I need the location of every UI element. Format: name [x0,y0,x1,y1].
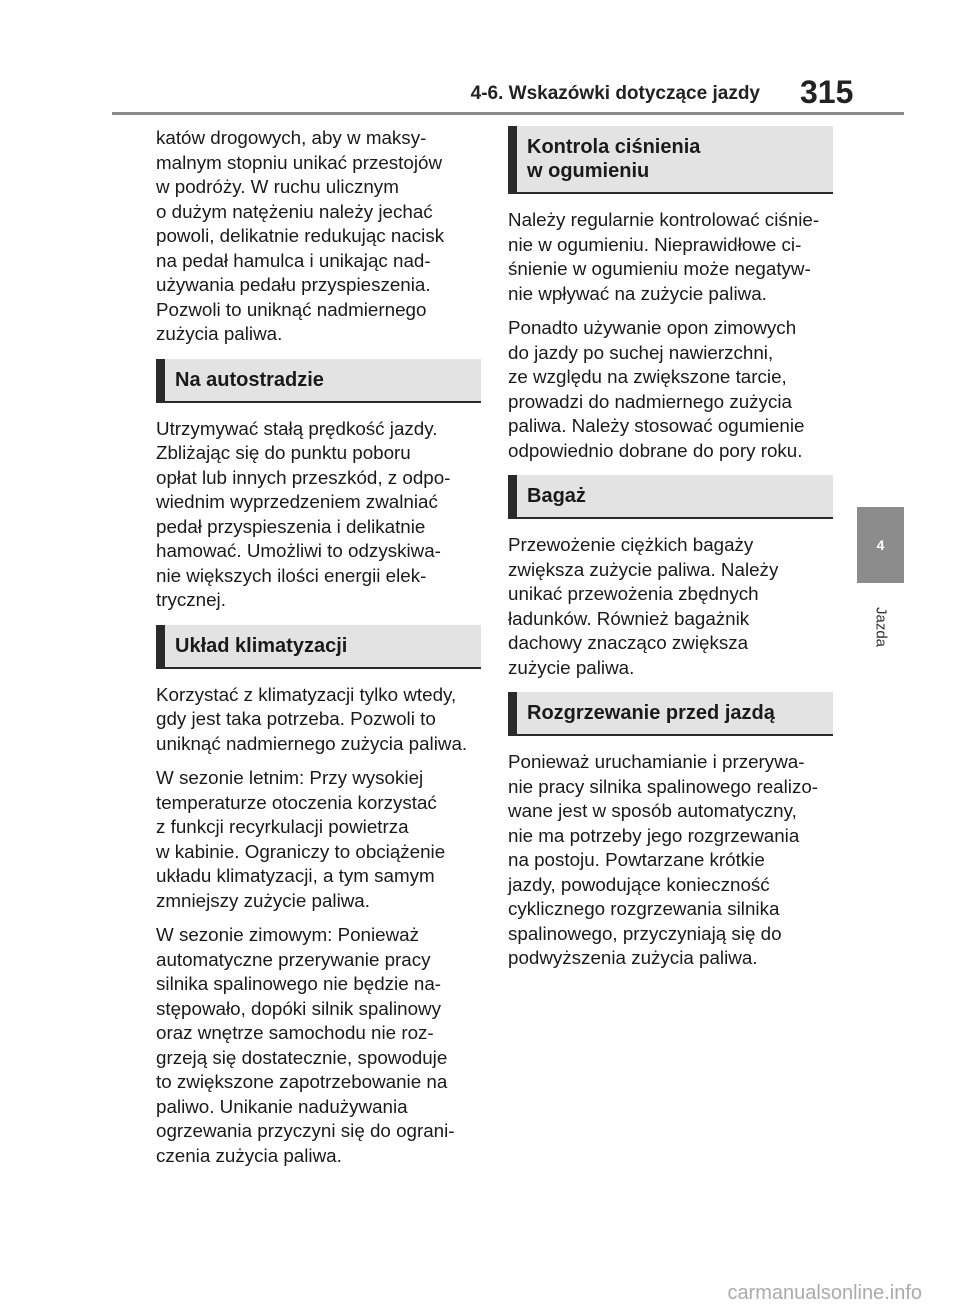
chapter-number: 4 [876,537,885,553]
tyres-paragraph-2: Ponadto używanie opon zimowych do jazdy po suchej nawierzchni, ze względu na zwiększone tarcie, prowadzi do nadmiernego zużycia paliwa. Należy stosować ogumienie odpowiednio dobrane do pory roku. [508,317,805,461]
section-heading-luggage: Bagaż [508,475,833,519]
section-heading-warm-up: Rozgrzewanie przed jazdą [508,692,833,736]
chapter-tab [857,507,904,583]
motorway-paragraph: Utrzymywać stałą prędkość jazdy. Zbliżając się do punktu poboru opłat lub innych przeszkód, z odpo- wiednim wyprzedzeniem zwalniać pedał przyspieszenia i delikatnie hamować. Umożliwi to odzyskiwa- nie większych ilości energii elek- trycznej. [156,417,451,610]
header-section-title: 4-6. Wskazówki dotyczące jazdy [470,83,760,104]
section-heading-motorway: Na autostradzie [156,359,481,403]
section-heading-air-conditioning: Układ klimatyzacji [156,625,481,669]
watermark: carmanualsonline.info [727,1282,922,1304]
ac-paragraph-1: Korzystać z klimatyzacji tylko wtedy, gdy jest taka potrzeba. Pozwoli to uniknąć nadmiernego zużycia paliwa. [156,683,468,754]
section-heading-tyre-pressure: Kontrola ciśnienia w ogumieniu [508,126,833,194]
luggage-paragraph: Przewożenie ciężkich bagaży zwiększa zużycie paliwa. Należy unikać przewożenia zbędnych ładunków. Również bagażnik dachowy znacząco zwiększa zużycie paliwa. [508,534,779,678]
left-column [156,126,481,1178]
ac-paragraph-summer: W sezonie letnim: Przy wysokiej temperaturze otoczenia korzystać z funkcji recyrkulacji powietrza w kabinie. Ograniczy to obciążenie układu klimatyzacji, a tym samym zmniejszy zużycie paliwa. [156,767,446,911]
header-divider [112,112,904,115]
chapter-label: Jazda [872,606,890,648]
ac-paragraph-winter: W sezonie zimowym: Ponieważ automatyczne przerywanie pracy silnika spalinowego nie będzie na- stępowało, dopóki silnik spalinowy oraz wnętrze samochodu nie roz- grzeją się dostatecznie, spowoduje to zwiększone zapotrzebowanie na paliwo. Unikanie nadużywania ogrzewania przyczyni się do ograni- czenia zużycia paliwa. [156,924,455,1166]
chapter-label-box [869,592,893,662]
tyres-paragraph-1: Należy regularnie kontrolować ciśnie- nie w ogumieniu. Nieprawidłowe ci- śnienie w ogumieniu może negatyw- nie wpływać na zużycie paliwa. [508,209,820,304]
right-column [508,126,833,981]
warmup-paragraph: Ponieważ uruchamianie i przerywa- nie pracy silnika spalinowego realizo- wane jest w sposób automatyczny, nie ma potrzeby jego rozgrzewania na postoju. Powtarzane krótkie jazdy, powodujące konieczność cyklicznego rozgrzewania silnika spalinowego, przyczyniają się do podwyższenia zużycia paliwa. [508,751,819,968]
intro-paragraph: katów drogowych, aby w maksy- malnym stopniu unikać przestojów w podróży. W ruchu ulicznym o dużym natężeniu należy jechać powoli, delikatnie redukując nacisk na pedał hamulca i unikając nad- używania pedału przyspieszenia. Pozwoli to uniknąć nadmiernego zużycia paliwa. [156,127,445,344]
page-number: 315 [800,74,854,110]
